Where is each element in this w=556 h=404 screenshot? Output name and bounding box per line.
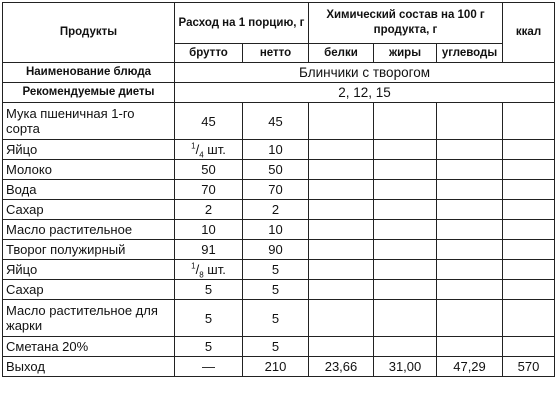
ingredient-brutto: 70: [175, 180, 243, 200]
header-consumption: Расход на 1 порцию, г: [175, 3, 309, 44]
dish-name-label: Наименование блюда: [3, 63, 175, 83]
empty-cell: [374, 180, 437, 200]
fraction-denominator: 4: [199, 150, 204, 160]
header-row-1: [3, 3, 555, 44]
ingredient-name: Молоко: [3, 160, 175, 180]
empty-cell: [309, 240, 374, 260]
output-label: Выход: [3, 357, 175, 377]
header-netto: нетто: [243, 44, 309, 63]
ingredient-netto: 2: [243, 200, 309, 220]
unit-label: шт.: [207, 262, 226, 277]
empty-cell: [309, 103, 374, 140]
empty-cell: [437, 300, 503, 337]
header-carbs: углеводы: [437, 44, 503, 63]
ingredient-row: [3, 180, 555, 200]
empty-cell: [437, 180, 503, 200]
dish-name-row: [3, 63, 555, 83]
ingredient-brutto: 5: [175, 280, 243, 300]
ingredient-netto: 70: [243, 180, 309, 200]
ingredient-name: Масло растительное для жарки: [3, 300, 175, 337]
ingredient-netto: 5: [243, 260, 309, 280]
empty-cell: [374, 300, 437, 337]
diets-label: Рекомендуемые диеты: [3, 83, 175, 103]
empty-cell: [437, 240, 503, 260]
output-carbs: 47,29: [437, 357, 503, 377]
ingredient-netto: 5: [243, 280, 309, 300]
empty-cell: [503, 300, 555, 337]
empty-cell: [309, 140, 374, 160]
ingredient-brutto: $^1/_8$ шт.: [175, 260, 243, 280]
empty-cell: [437, 200, 503, 220]
empty-cell: [309, 160, 374, 180]
ingredient-netto: 10: [243, 140, 309, 160]
empty-cell: [309, 260, 374, 280]
recipe-table: [2, 2, 555, 377]
ingredient-brutto: 50: [175, 160, 243, 180]
empty-cell: [309, 180, 374, 200]
ingredient-row: [3, 220, 555, 240]
empty-cell: [437, 103, 503, 140]
header-products: Продукты: [3, 3, 175, 63]
empty-cell: [374, 160, 437, 180]
ingredient-netto: 50: [243, 160, 309, 180]
empty-cell: [503, 240, 555, 260]
ingredient-netto: 5: [243, 337, 309, 357]
output-proteins: 23,66: [309, 357, 374, 377]
diets-value: 2, 12, 15: [175, 83, 555, 103]
output-kcal: 570: [503, 357, 555, 377]
ingredient-netto: 5: [243, 300, 309, 337]
empty-cell: [503, 160, 555, 180]
ingredient-row: [3, 300, 555, 337]
ingredient-row: [3, 280, 555, 300]
ingredient-row: [3, 140, 555, 160]
empty-cell: [374, 103, 437, 140]
ingredient-brutto: 45: [175, 103, 243, 140]
ingredient-row: [3, 160, 555, 180]
ingredient-name: Масло растительное: [3, 220, 175, 240]
empty-cell: [374, 220, 437, 240]
empty-cell: [309, 280, 374, 300]
empty-cell: [374, 200, 437, 220]
empty-cell: [437, 140, 503, 160]
empty-cell: [437, 280, 503, 300]
ingredient-netto: 90: [243, 240, 309, 260]
ingredient-name: Яйцо: [3, 140, 175, 160]
ingredient-name: Вода: [3, 180, 175, 200]
ingredient-row: [3, 260, 555, 280]
output-row: [3, 357, 555, 377]
empty-cell: [374, 280, 437, 300]
fraction-denominator: 8: [199, 270, 204, 280]
empty-cell: [437, 220, 503, 240]
ingredient-brutto: $^1/_4$ шт.: [175, 140, 243, 160]
ingredient-row: [3, 200, 555, 220]
unit-label: шт.: [207, 142, 226, 157]
empty-cell: [503, 103, 555, 140]
ingredient-name: Мука пшеничная 1-го сорта: [3, 103, 175, 140]
ingredient-name: Сметана 20%: [3, 337, 175, 357]
empty-cell: [503, 337, 555, 357]
empty-cell: [503, 280, 555, 300]
empty-cell: [437, 337, 503, 357]
empty-cell: [503, 140, 555, 160]
fraction-numerator: 1: [191, 141, 196, 151]
ingredient-brutto: 5: [175, 337, 243, 357]
diets-row: [3, 83, 555, 103]
empty-cell: [503, 180, 555, 200]
empty-cell: [309, 337, 374, 357]
empty-cell: [503, 260, 555, 280]
ingredient-name: Творог полужирный: [3, 240, 175, 260]
dish-name-value: Блинчики с творогом: [175, 63, 555, 83]
header-chem-composition: Химический состав на 100 г продукта, г: [309, 3, 503, 44]
empty-cell: [374, 260, 437, 280]
ingredient-name: Сахар: [3, 280, 175, 300]
header-brutto: брутто: [175, 44, 243, 63]
ingredient-row: [3, 337, 555, 357]
ingredient-name: Яйцо: [3, 260, 175, 280]
empty-cell: [309, 220, 374, 240]
header-fats: жиры: [374, 44, 437, 63]
empty-cell: [374, 337, 437, 357]
fraction-numerator: 1: [191, 261, 196, 271]
output-fats: 31,00: [374, 357, 437, 377]
ingredient-brutto: 5: [175, 300, 243, 337]
empty-cell: [374, 240, 437, 260]
header-proteins: белки: [309, 44, 374, 63]
empty-cell: [437, 160, 503, 180]
output-brutto: —: [175, 357, 243, 377]
ingredient-row: [3, 103, 555, 140]
ingredient-brutto: 2: [175, 200, 243, 220]
ingredient-name: Сахар: [3, 200, 175, 220]
empty-cell: [374, 140, 437, 160]
ingredient-brutto: 10: [175, 220, 243, 240]
ingredient-netto: 45: [243, 103, 309, 140]
empty-cell: [437, 260, 503, 280]
empty-cell: [309, 200, 374, 220]
empty-cell: [503, 200, 555, 220]
ingredient-brutto: 91: [175, 240, 243, 260]
empty-cell: [503, 220, 555, 240]
ingredient-row: [3, 240, 555, 260]
header-kcal: ккал: [503, 3, 555, 63]
empty-cell: [309, 300, 374, 337]
output-netto: 210: [243, 357, 309, 377]
ingredient-netto: 10: [243, 220, 309, 240]
